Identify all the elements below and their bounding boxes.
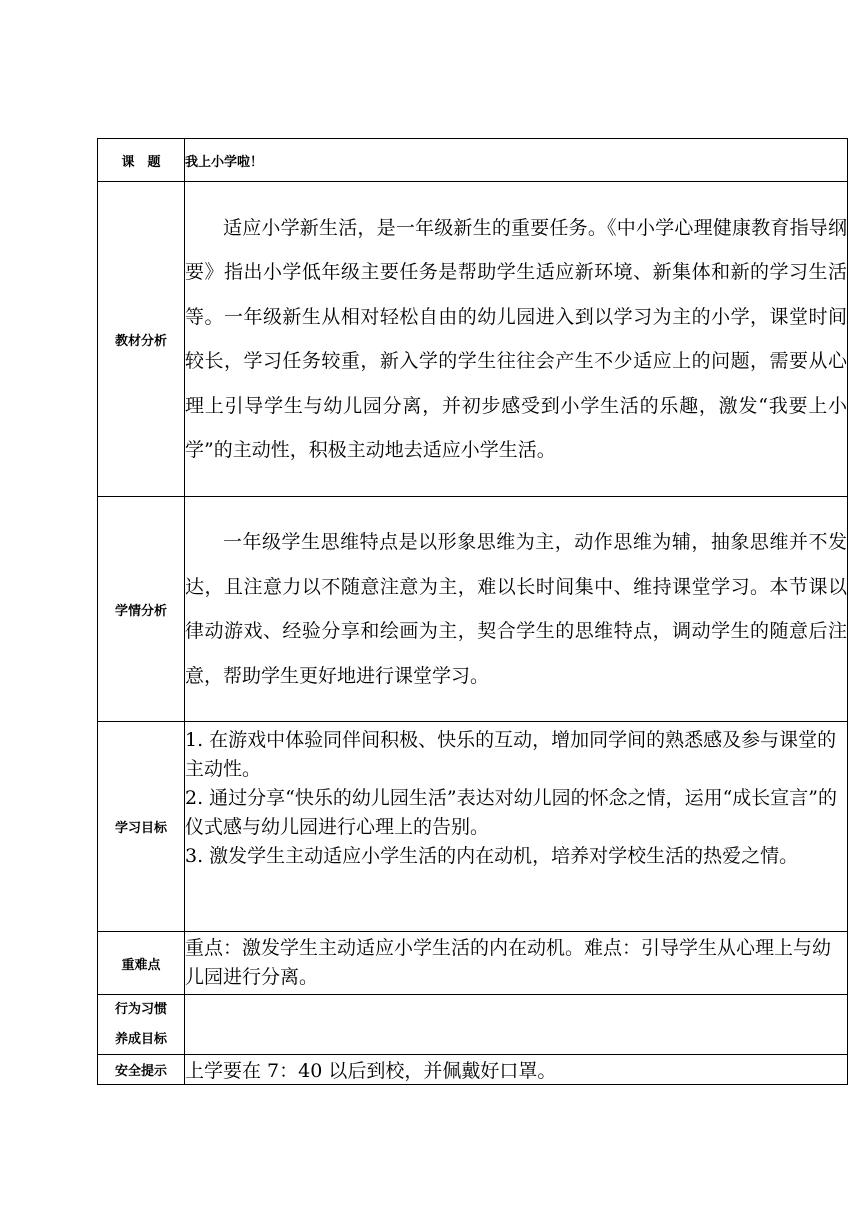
label-safety-tips: 安全提示 [98,1055,185,1085]
safety-tips-text: 上学要在 7：40 以后到校，并佩戴好口罩。 [185,1055,848,1085]
goal-item-2: 2. 通过分享“快乐的幼儿园生活”表达对幼儿园的怀念之情，运用“成长宣言”的仪式感与幼儿园进行心理上的告别。 [185,787,838,838]
label-habit-goals-line2: 养成目标 [114,1031,167,1047]
label-textbook-analysis: 教材分析 [98,182,185,497]
key-points-text: 重点：激发学生主动适应小学生活的内在动机。难点：引导学生从心理上与幼儿园进行分离。 [185,937,832,988]
goal-item-1: 1. 在游戏中体验同伴间积极、快乐的互动，增加同学间的熟悉感及参与课堂的主动性。 [185,729,837,780]
habit-goals-text [185,995,848,1055]
lesson-title: 我上小学啦！ [185,139,848,182]
textbook-analysis-text: 适应小学新生活，是一年级新生的重要任务。《中小学心理健康教育指导纲要》指出小学低年级主要任务是帮助学生适应新环境、新集体和新的学习生活等。一年级新生从相对轻松自由的幼儿园进入到以学习为主的小学，课堂时间较长，学习任务较重，新入学的学生往往会产生不少适应上的问题，需要从心理上引导学生与幼儿园分离，并初步感受到小学生活的乐趣，激发“我要上小学”的主动性，积极主动地去适应小学生活。 [185,216,847,461]
label-habit-goals-line1: 行为习惯 [114,1002,167,1017]
row-safety-tips [98,1055,848,1085]
label-title: 课 题 [98,139,185,182]
label-learning-goals: 学习目标 [98,722,185,932]
goal-item-3: 3. 激发学生主动适应小学生活的内在动机，培养对学校生活的热爱之情。 [185,845,799,867]
lesson-plan-table [97,138,848,1085]
row-student-analysis [98,497,848,722]
row-habit-goals [98,995,848,1055]
row-learning-goals [98,722,848,932]
label-habit-goals [98,995,185,1055]
row-title [98,139,848,182]
label-student-analysis: 学情分析 [98,497,185,722]
student-analysis-text: 一年级学生思维特点是以形象思维为主，动作思维为辅，抽象思维并不发达，且注意力以不随意注意为主，难以长时间集中、维持课堂学习。本节课以律动游戏、经验分享和绘画为主，契合学生的思维特点，调动学生的随意后注意，帮助学生更好地进行课堂学习。 [185,531,847,687]
row-key-points [98,932,848,995]
label-key-points: 重难点 [98,932,185,995]
row-textbook-analysis [98,182,848,497]
